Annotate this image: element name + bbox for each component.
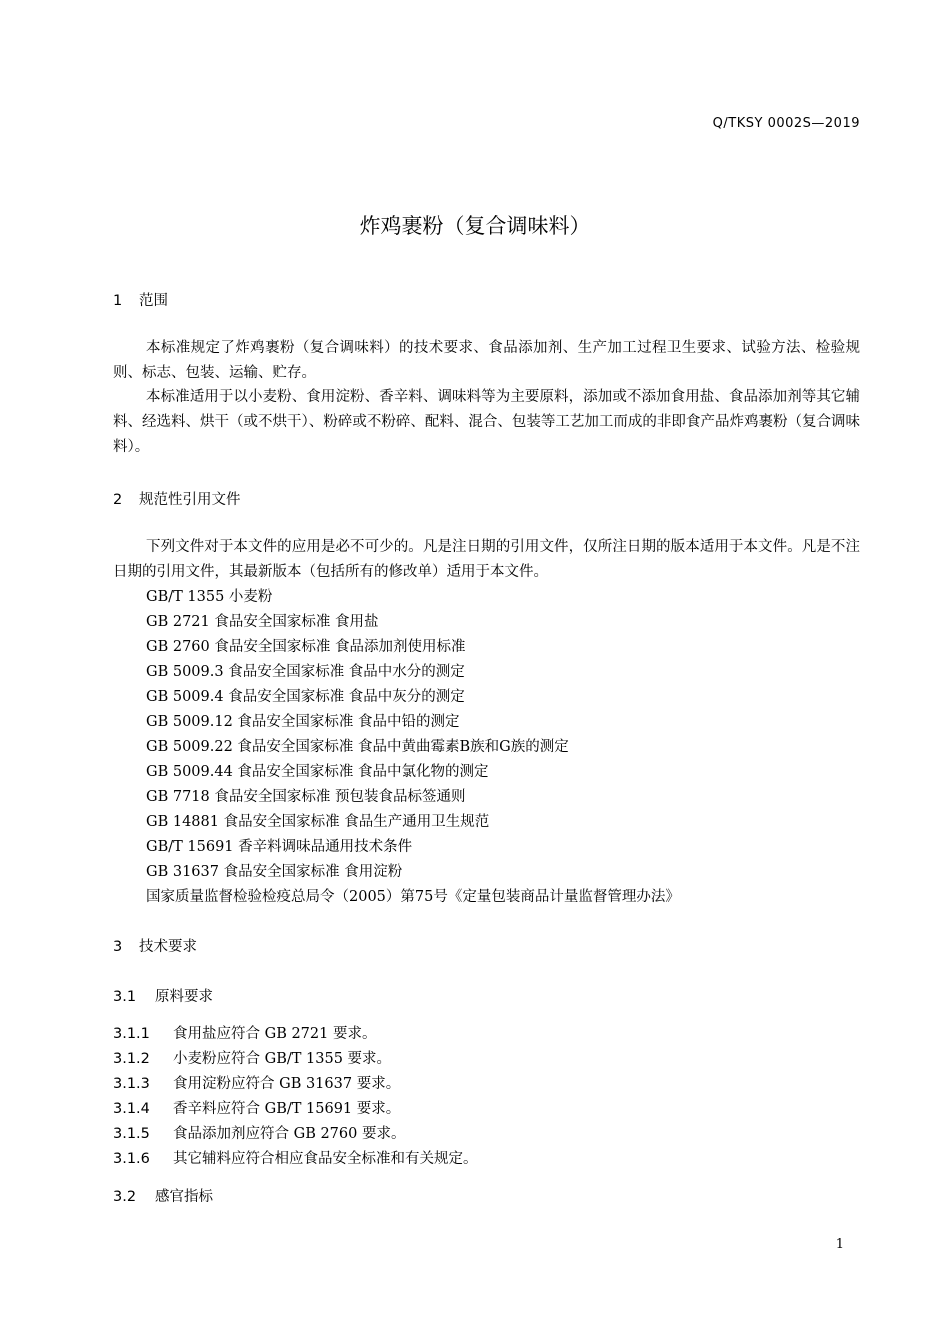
clause-number: 3.1.1 — [113, 1026, 150, 1042]
clause-text: 食用盐应符合 GB 2721 要求。 — [173, 1026, 377, 1042]
requirement-item — [113, 1022, 376, 1043]
references-intro-paragraph: 下列文件对于本文件的应用是必不可少的。凡是注日期的引用文件，仅所注日期的版本适用于本文件。凡是不注日期的引用文件，其最新版本（包括所有的修改单）适用于本文件。 — [113, 539, 860, 580]
reference-item: GB/T 15691 香辛料调味品通用技术条件 — [146, 839, 413, 855]
clause-number: 3.1.5 — [113, 1126, 150, 1142]
page-number: 1 — [835, 1237, 844, 1252]
section-number: 2 — [113, 492, 123, 508]
clause-number: 3.1.3 — [113, 1076, 150, 1092]
document-code: Q/TKSY 0002S—2019 — [712, 116, 860, 131]
reference-item: 国家质量监督检验检疫总局令（2005）第75号《定量包装商品计量监督管理办法》 — [146, 889, 680, 905]
section-heading-normative-references — [113, 488, 241, 509]
clause-number: 3.1.2 — [113, 1051, 150, 1067]
reference-item: GB 5009.12 食品安全国家标准 食品中铅的测定 — [146, 714, 460, 730]
section-number: 3.2 — [113, 1189, 137, 1205]
reference-item: GB 5009.44 食品安全国家标准 食品中氯化物的测定 — [146, 764, 489, 780]
clause-number: 3.1.6 — [113, 1151, 150, 1167]
clause-text: 小麦粉应符合 GB/T 1355 要求。 — [173, 1051, 392, 1067]
section-title: 原料要求 — [155, 989, 213, 1005]
clause-text: 食用淀粉应符合 GB 31637 要求。 — [173, 1076, 401, 1092]
reference-item: GB 2721 食品安全国家标准 食用盐 — [146, 614, 379, 630]
clause-text: 其它辅料应符合相应食品安全标准和有关规定。 — [173, 1151, 478, 1167]
reference-item: GB 5009.22 食品安全国家标准 食品中黄曲霉素B族和G族的测定 — [146, 739, 569, 755]
section-heading-scope — [113, 289, 168, 310]
reference-item: GB 7718 食品安全国家标准 预包装食品标签通则 — [146, 789, 466, 805]
scope-paragraph-2: 本标准适用于以小麦粉、食用淀粉、香辛料、调味料等为主要原料，添加或不添加食用盐、食品添加剂等其它辅料、经选料、烘干（或不烘干）、粉碎或不粉碎、配料、混合、包装等工艺加工而成的非即食产品炸鸡裹粉（复合调味料）。 — [113, 389, 860, 455]
requirement-item — [113, 1047, 391, 1068]
section-title: 规范性引用文件 — [139, 492, 241, 508]
reference-item: GB 31637 食品安全国家标准 食用淀粉 — [146, 864, 403, 880]
requirement-item — [113, 1097, 400, 1118]
reference-item: GB/T 1355 小麦粉 — [146, 589, 273, 605]
section-number: 3.1 — [113, 989, 137, 1005]
section-number: 3 — [113, 939, 123, 955]
section-number: 1 — [113, 293, 123, 309]
subsection-heading-raw-materials — [113, 985, 213, 1006]
requirement-item — [113, 1072, 400, 1093]
requirement-item — [113, 1122, 405, 1143]
requirement-item — [113, 1147, 478, 1168]
clause-text: 香辛料应符合 GB/T 15691 要求。 — [173, 1101, 401, 1117]
document-title: 炸鸡裹粉（复合调味料） — [359, 214, 591, 238]
reference-item: GB 5009.3 食品安全国家标准 食品中水分的测定 — [146, 664, 465, 680]
subsection-heading-sensory-indicators — [113, 1185, 213, 1206]
clause-number: 3.1.4 — [113, 1101, 150, 1117]
clause-text: 食品添加剂应符合 GB 2760 要求。 — [173, 1126, 406, 1142]
reference-item: GB 2760 食品安全国家标准 食品添加剂使用标准 — [146, 639, 466, 655]
reference-item: GB 5009.4 食品安全国家标准 食品中灰分的测定 — [146, 689, 465, 705]
section-title: 技术要求 — [139, 939, 197, 955]
section-heading-technical-requirements — [113, 935, 197, 956]
section-title: 感官指标 — [155, 1189, 213, 1205]
section-title: 范围 — [139, 293, 168, 309]
scope-paragraph-1: 本标准规定了炸鸡裹粉（复合调味料）的技术要求、食品添加剂、生产加工过程卫生要求、试验方法、检验规则、标志、包装、运输、贮存。 — [113, 340, 860, 381]
reference-item: GB 14881 食品安全国家标准 食品生产通用卫生规范 — [146, 814, 490, 830]
